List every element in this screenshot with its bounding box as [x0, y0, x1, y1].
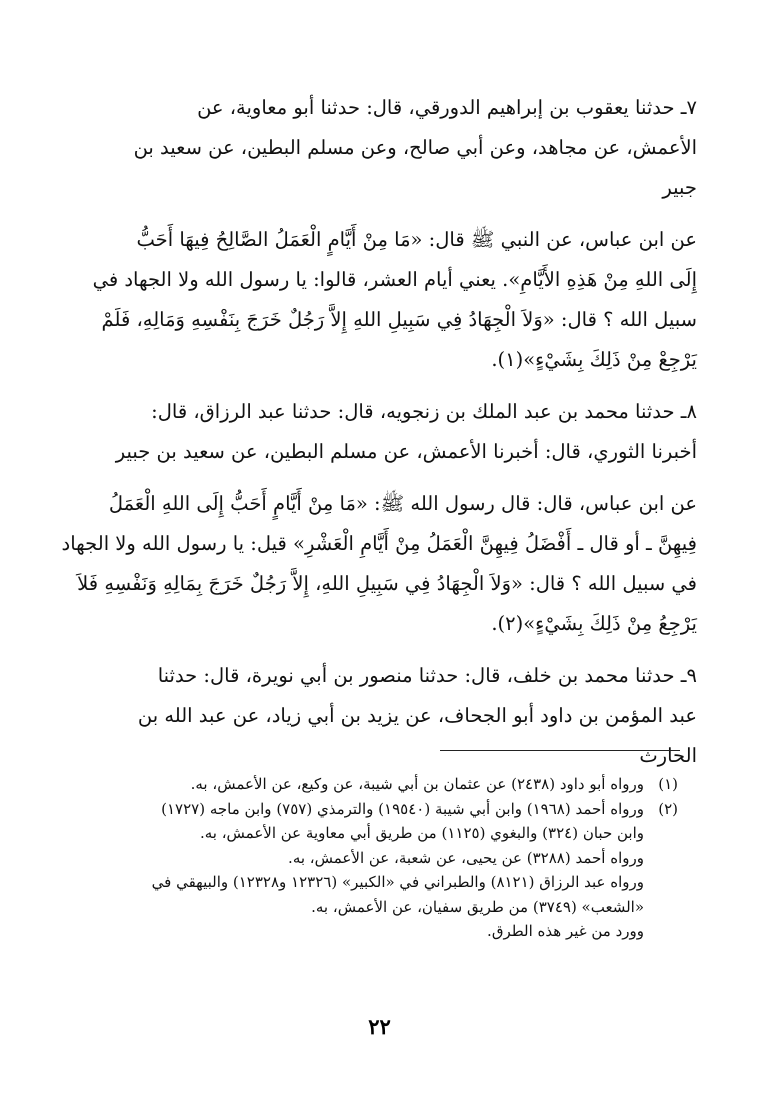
- text-line: أخبرنا الثوري، قال: أخبرنا الأعمش، عن مسلم البطين، عن سعيد بن جبير: [115, 440, 697, 463]
- footnote-line: ورواه عبد الرزاق (٨١٢١) والطبراني في «الكبير» (١٢٣٢٦ و١٢٣٢٨) والبيهقي في: [151, 873, 644, 891]
- footnote-number: (٢): [658, 799, 678, 818]
- footnote-1: [64, 772, 678, 797]
- text-line: ٩ـ حدثنا محمد بن خلف، قال: حدثنا منصور بن أبي نويرة، قال: حدثنا: [157, 664, 697, 687]
- footnote-2: [64, 797, 678, 944]
- text-line: في سبيل الله ؟ قال: «وَلاَ الْجِهَادُ فِي سَبِيلِ اللهِ، إِلاَّ رَجُلٌ خَرَجَ بِمَالِهِ وَنَفْسِهِ فَلاَ: [77, 572, 697, 595]
- hadith-8-matn: [61, 484, 697, 644]
- footnote-line: «الشعب» (٣٧٤٩) من طريق سفيان، عن الأعمش، به.: [311, 897, 644, 916]
- hadith-8-isnad: [64, 392, 697, 472]
- footnote-number: (١): [658, 775, 678, 793]
- footnote-line: ورواه أحمد (١٩٦٨) وابن أبي شيبة (١٩٥٤٠) والترمذي (٧٥٧) وابن ماجه (١٧٢٧): [161, 799, 644, 818]
- footnote-text: [64, 797, 644, 944]
- page-number: ٢٢: [368, 1014, 391, 1039]
- footnote-line: وابن حبان (٣٢٤) والبغوي (١١٢٥) من طريق أبي معاوية عن الأعمش، به.: [199, 824, 644, 842]
- text-line: عن ابن عباس، عن النبي ﷺ قال: «مَا مِنْ أَيَّامٍ الْعَمَلُ الصَّالِحُ فِيهَا أَحَبُّ: [136, 228, 697, 251]
- text-line: إِلَى اللهِ مِنْ هَذِهِ الأَيَّامِ». يعني أيام العشر، قالوا: يا رسول الله ولا الجهاد في: [92, 268, 697, 291]
- text-line: عبد المؤمن بن داود أبو الجحاف، عن يزيد بن أبي زياد، عن عبد الله بن: [137, 704, 697, 727]
- text-line: عن ابن عباس، قال: قال رسول الله ﷺ: «مَا مِنْ أَيَّامٍ أَحَبُّ إِلَى اللهِ الْعَمَلُ: [108, 492, 697, 515]
- text-line: فِيهِنَّ ـ أو قال ـ أَفْضَلُ فِيهِنَّ الْعَمَلُ مِنْ أَيَّامِ الْعَشْرِ» قيل: يا رسول الله ولا الجهاد: [61, 532, 697, 555]
- text-line: الأعمش، عن مجاهد، وعن أبي صالح، وعن مسلم البطين، عن سعيد بن: [133, 136, 697, 159]
- text-line: سبيل الله ؟ قال: «وَلاَ الْجِهَادُ فِي سَبِيلِ اللهِ إِلاَّ رَجُلٌ خَرَجَ بِنَفْسِهِ وَمَالِهِ، فَلَمْ: [101, 308, 697, 331]
- footnote-line: ورواه أحمد (٣٢٨٨) عن يحيى، عن شعبة، عن الأعمش، به.: [288, 848, 644, 867]
- text-line: يَرْجِعُ مِنْ ذَلِكَ بِشَيْءٍ»(٢).: [491, 612, 697, 635]
- hadith-7-isnad: [64, 88, 697, 208]
- text-line: الحارث: [639, 744, 697, 767]
- text-line: جبير: [662, 176, 697, 199]
- text-line: يَرْجِعْ مِنْ ذَلِكَ بِشَيْءٍ»(١).: [491, 348, 697, 371]
- footnote-separator: [440, 750, 680, 751]
- footnote-line: ورواه أبو داود (٢٤٣٨) عن عثمان بن أبي شيبة، عن وكيع، عن الأعمش، به.: [190, 775, 644, 793]
- footnotes: [64, 772, 678, 944]
- text-line: ٧ـ حدثنا يعقوب بن إبراهيم الدورقي، قال: حدثنا أبو معاوية، عن: [197, 96, 697, 119]
- hadith-9-isnad: [64, 656, 697, 776]
- hadith-7-matn: [64, 220, 697, 380]
- footnote-line: وورد من غير هذه الطرق.: [487, 922, 644, 940]
- text-line: ٨ـ حدثنا محمد بن عبد الملك بن زنجويه، قال: حدثنا عبد الرزاق، قال:: [151, 400, 697, 423]
- footnote-text: [64, 772, 644, 797]
